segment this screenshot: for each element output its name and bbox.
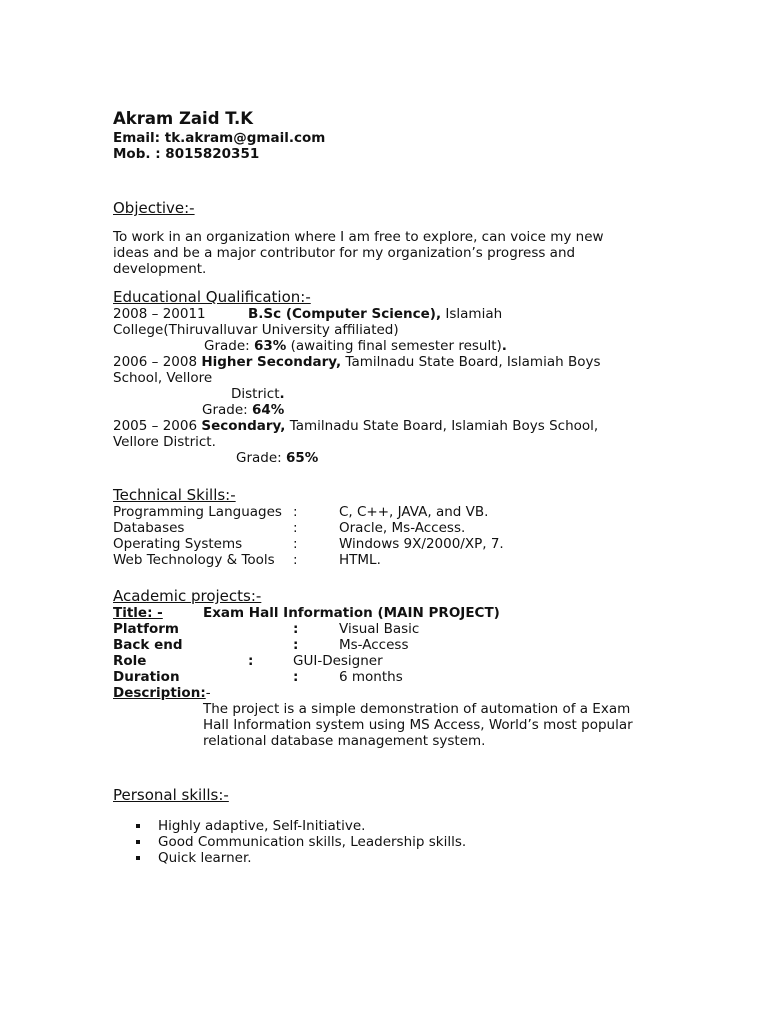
skill-label: Programming Languages <box>113 504 282 520</box>
grade-note: (awaiting final semester result) <box>286 338 502 354</box>
skill-separator: : <box>293 552 298 568</box>
email-line: Email: tk.akram@gmail.com <box>113 130 326 146</box>
resume-page <box>113 108 658 866</box>
skill-value: Windows 9X/2000/XP, 7. <box>339 536 504 552</box>
project-duration-separator: : <box>293 669 299 685</box>
project-platform-label: Platform <box>113 621 179 637</box>
education-institution: Tamilnadu State Board, Islamiah Boys <box>341 354 601 370</box>
objective-heading: Objective:- <box>113 199 195 217</box>
education-degree: Higher Secondary, <box>201 354 342 370</box>
candidate-name: Akram Zaid T.K <box>113 109 254 128</box>
objective-line: ideas and be a major contributor for my organization’s progress and <box>113 245 576 261</box>
skill-separator: : <box>293 536 298 552</box>
academic-project <box>113 605 658 749</box>
objective-line: development. <box>113 261 207 277</box>
technical-skill-row <box>113 520 658 536</box>
skill-separator: : <box>293 504 298 520</box>
education-institution: Vellore District. <box>113 434 216 450</box>
education-institution: College(Thiruvalluvar University affiliated) <box>113 322 399 338</box>
project-description-dash: - <box>205 685 211 701</box>
project-duration-value: 6 months <box>339 669 403 685</box>
skill-label: Databases <box>113 520 185 536</box>
education-years: 2005 – 2006 <box>113 418 202 434</box>
project-backend-separator: : <box>293 637 299 653</box>
project-role-label: Role <box>113 653 147 669</box>
technical-skills-table <box>113 504 658 568</box>
education-institution: School, Vellore <box>113 370 213 386</box>
personal-skills-heading: Personal skills:- <box>113 786 229 804</box>
list-item: Highly adaptive, Self-Initiative. <box>113 818 658 834</box>
skill-value: HTML. <box>339 552 381 568</box>
technical-skill-row <box>113 504 658 520</box>
project-title-label: Title: - <box>113 605 163 621</box>
technical-skills-heading: Technical Skills:- <box>113 486 236 504</box>
project-title-value: Exam Hall Information (MAIN PROJECT) <box>203 605 500 621</box>
bullet-icon <box>136 856 140 860</box>
project-description-text <box>113 701 658 749</box>
education-years: 2008 – 20011 <box>113 306 206 322</box>
skill-value: Oracle, Ms-Access. <box>339 520 466 536</box>
education-degree: B.Sc (Computer Science), <box>248 306 442 322</box>
grade-value: 65% <box>286 450 319 466</box>
objective-text <box>113 229 658 277</box>
skill-label: Web Technology & Tools <box>113 552 275 568</box>
bullet-icon <box>136 824 140 828</box>
education-institution: District <box>231 386 280 402</box>
education-institution: Islamiah <box>441 306 503 322</box>
mobile-line: Mob. : 8015820351 <box>113 146 260 162</box>
education-degree: Secondary, <box>201 418 286 434</box>
list-item: Quick learner. <box>113 850 658 866</box>
project-platform-separator: : <box>293 621 299 637</box>
education-heading: Educational Qualification:- <box>113 288 311 306</box>
education-entry-secondary <box>113 418 658 466</box>
skill-separator: : <box>293 520 298 536</box>
grade-label: Grade: <box>204 338 254 354</box>
grade-label: Grade: <box>202 402 252 418</box>
education-institution-end: . <box>279 386 285 402</box>
project-role-value: GUI-Designer <box>293 653 383 669</box>
objective-line: To work in an organization where I am free to explore, can voice my new <box>113 229 604 245</box>
list-item: Good Communication skills, Leadership skills. <box>113 834 658 850</box>
project-description-line: relational database management system. <box>203 733 486 749</box>
grade-value: 64% <box>252 402 285 418</box>
education-institution: Tamilnadu State Board, Islamiah Boys School, <box>285 418 599 434</box>
project-description-line: The project is a simple demonstration of automation of a Exam <box>203 701 631 717</box>
project-platform-value: Visual Basic <box>339 621 420 637</box>
project-description-label: Description: <box>113 685 206 701</box>
project-backend-value: Ms-Access <box>339 637 409 653</box>
technical-skill-row <box>113 536 658 552</box>
education-entry-bsc <box>113 306 658 354</box>
bullet-icon <box>136 840 140 844</box>
project-duration-label: Duration <box>113 669 180 685</box>
personal-skills-list <box>113 818 658 866</box>
grade-end: . <box>501 338 507 354</box>
academic-projects-heading: Academic projects:- <box>113 587 262 605</box>
project-role-separator: : <box>248 653 254 669</box>
skill-label: Operating Systems <box>113 536 243 552</box>
grade-label: Grade: <box>236 450 286 466</box>
project-backend-label: Back end <box>113 637 183 653</box>
education-years: 2006 – 2008 <box>113 354 202 370</box>
skill-value: C, C++, JAVA, and VB. <box>339 504 489 520</box>
project-description-line: Hall Information system using MS Access, World’s most popular <box>203 717 633 733</box>
resume-header <box>113 108 658 162</box>
technical-skill-row <box>113 552 658 568</box>
education-entry-higher-secondary <box>113 354 658 418</box>
grade-value: 63% <box>254 338 287 354</box>
